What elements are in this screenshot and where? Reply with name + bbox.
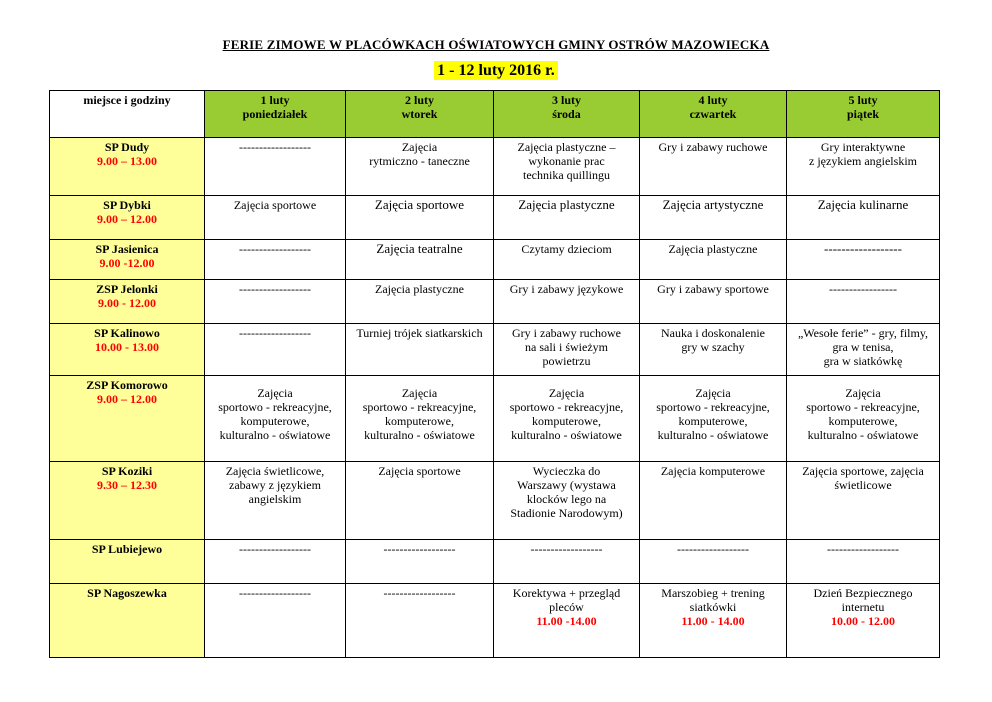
- activity-text: Zajęcia rytmiczno - taneczne: [369, 140, 470, 168]
- place-cell: [50, 540, 205, 584]
- activity-text: Dzień Bezpiecznego internetu: [813, 586, 913, 614]
- activity-text: Zajęcia sportowo - rekreacyjne, komputerowe, kulturalno - oświatowe: [806, 386, 920, 442]
- activity-cell: [205, 540, 346, 584]
- activity-cell: [205, 138, 346, 196]
- activity-cell: [205, 324, 346, 376]
- activity-text: Gry i zabawy ruchowe: [658, 140, 768, 154]
- activity-cell: [640, 540, 787, 584]
- activity-cell: [494, 138, 640, 196]
- activity-cell: [205, 376, 346, 462]
- activity-text: „Wesołe ferie” - gry, filmy, gra w tenisa, gra w siatkówkę: [797, 326, 929, 368]
- day-date: 4 luty: [698, 93, 728, 107]
- place-name: SP Koziki: [101, 464, 153, 478]
- place-hours: 9.00 – 12.00: [97, 212, 157, 226]
- activity-cell: [787, 540, 940, 584]
- activity-cell: [787, 280, 940, 324]
- activity-cell: [787, 324, 940, 376]
- activity-cell: [494, 376, 640, 462]
- activity-text: ------------------: [239, 140, 311, 154]
- day-date: 2 luty: [404, 93, 434, 107]
- activity-text: Wycieczka do Warszawy (wystawa klocków lego na Stadionie Narodowym): [510, 464, 623, 520]
- place-hours: 10.00 - 13.00: [95, 340, 159, 354]
- activity-cell: [205, 280, 346, 324]
- activity-cell: [346, 138, 494, 196]
- place-name: SP Lubiejewo: [91, 542, 163, 556]
- activity-text: ------------------: [239, 242, 311, 256]
- activity-text: Zajęcia świetlicowe, zabawy z językiem angielskim: [225, 464, 325, 506]
- activity-cell: [205, 240, 346, 280]
- activity-time: 11.00 - 14.00: [681, 614, 745, 628]
- activity-cell: [787, 584, 940, 658]
- day-weekday: poniedziałek: [242, 107, 308, 121]
- activity-text: ------------------: [239, 542, 311, 556]
- activity-cell: [494, 280, 640, 324]
- place-name: SP Jasienica: [95, 242, 159, 256]
- activity-cell: [346, 462, 494, 540]
- activity-text: -----------------: [829, 282, 897, 296]
- place-cell: [50, 462, 205, 540]
- activity-text: ------------------: [239, 586, 311, 600]
- activity-text: Zajęcia sportowo - rekreacyjne, komputerowe, kulturalno - oświatowe: [218, 386, 332, 442]
- activity-cell: [787, 196, 940, 240]
- activity-cell: [640, 240, 787, 280]
- activity-cell: [205, 462, 346, 540]
- activity-text: Korektywa + przegląd pleców: [512, 586, 621, 614]
- day-date: 5 luty: [848, 93, 878, 107]
- activity-cell: [640, 138, 787, 196]
- table-row: [50, 280, 940, 324]
- place-hours: 9.00 – 13.00: [97, 154, 157, 168]
- activity-text: Zajęcia sportowe: [378, 464, 461, 478]
- activity-text: Czytamy dzieciom: [521, 242, 612, 256]
- corner-header: miejsce i godziny: [50, 91, 205, 138]
- activity-cell: [346, 196, 494, 240]
- activity-text: Turniej trójek siatkarskich: [356, 326, 483, 340]
- activity-cell: [787, 376, 940, 462]
- activity-time: 10.00 - 12.00: [831, 614, 895, 628]
- place-cell: [50, 584, 205, 658]
- activity-cell: [494, 584, 640, 658]
- table-row: [50, 240, 940, 280]
- activity-cell: [346, 324, 494, 376]
- place-cell: [50, 138, 205, 196]
- place-hours: 9.30 – 12.30: [97, 478, 157, 492]
- document-title: FERIE ZIMOWE W PLACÓWKACH OŚWIATOWYCH GMINY OSTRÓW MAZOWIECKA: [222, 37, 770, 52]
- table-row: [50, 584, 940, 658]
- activity-cell: [494, 240, 640, 280]
- place-name: SP Dudy: [104, 140, 150, 154]
- day-header-3: [494, 91, 640, 138]
- activity-cell: [494, 324, 640, 376]
- place-name: SP Dybki: [103, 198, 151, 212]
- day-header-5: [787, 91, 940, 138]
- activity-text: ------------------: [239, 282, 311, 296]
- place-hours: 9.00 -12.00: [99, 256, 155, 270]
- activity-text: Gry i zabawy ruchowe na sali i świeżym powietrzu: [512, 326, 621, 368]
- place-cell: [50, 376, 205, 462]
- activity-cell: [346, 584, 494, 658]
- schedule-table: [49, 90, 940, 658]
- activity-text: Zajęcia teatralne: [376, 241, 463, 256]
- activity-time: 11.00 -14.00: [536, 614, 597, 628]
- activity-text: Gry i zabawy językowe: [509, 282, 624, 296]
- place-name: SP Nagoszewka: [87, 586, 167, 600]
- table-row: [50, 324, 940, 376]
- activity-cell: [787, 240, 940, 280]
- place-cell: [50, 240, 205, 280]
- activity-text: Zajęcia sportowo - rekreacyjne, komputerowe, kulturalno - oświatowe: [362, 386, 477, 442]
- day-weekday: piątek: [846, 107, 879, 121]
- activity-text: Nauka i doskonalenie gry w szachy: [661, 326, 765, 354]
- activity-text: ------------------: [383, 586, 456, 600]
- activity-text: ------------------: [824, 241, 902, 256]
- activity-text: Zajęcia plastyczne – wykonanie prac technika quillingu: [517, 140, 616, 182]
- activity-text: Zajęcia plastyczne: [668, 242, 758, 256]
- activity-cell: [346, 280, 494, 324]
- place-cell: [50, 280, 205, 324]
- activity-cell: [640, 376, 787, 462]
- place-cell: [50, 196, 205, 240]
- activity-text: Zajęcia artystyczne: [662, 197, 764, 212]
- date-range: 1 - 12 luty 2016 r.: [434, 61, 558, 80]
- activity-text: Zajęcia sportowo - rekreacyjne, komputerowe, kulturalno - oświatowe: [656, 386, 770, 442]
- day-weekday: wtorek: [401, 107, 438, 121]
- table-row: [50, 376, 940, 462]
- day-header-4: [640, 91, 787, 138]
- activity-cell: [640, 196, 787, 240]
- activity-text: Zajęcia sportowe: [233, 198, 317, 212]
- activity-text: Zajęcia plastyczne: [375, 282, 464, 296]
- activity-cell: [787, 462, 940, 540]
- activity-text: Zajęcia sportowe: [374, 197, 465, 212]
- activity-text: Zajęcia sportowo - rekreacyjne, komputerowe, kulturalno - oświatowe: [509, 386, 624, 442]
- activity-cell: [205, 584, 346, 658]
- day-weekday: czwartek: [689, 107, 737, 121]
- activity-text: Gry i zabawy sportowe: [657, 282, 769, 296]
- header-row: [50, 91, 940, 138]
- place-name: SP Kalinowo: [94, 326, 160, 340]
- day-date: 3 luty: [551, 93, 581, 107]
- activity-text: Zajęcia sportowe, zajęcia świetlicowe: [802, 464, 924, 492]
- place-cell: [50, 324, 205, 376]
- day-date: 1 luty: [260, 93, 290, 107]
- place-name: ZSP Jelonki: [96, 282, 158, 296]
- place-hours: 9.00 – 12.00: [97, 392, 157, 406]
- activity-text: Marszobieg + trening siatkówki: [661, 586, 765, 614]
- activity-text: ------------------: [383, 542, 456, 556]
- activity-text: ------------------: [530, 542, 603, 556]
- activity-cell: [494, 196, 640, 240]
- activity-text: ------------------: [239, 326, 311, 340]
- activity-cell: [787, 138, 940, 196]
- activity-cell: [205, 196, 346, 240]
- activity-text: Gry interaktywne z językiem angielskim: [809, 140, 917, 168]
- activity-cell: [346, 376, 494, 462]
- activity-cell: [494, 540, 640, 584]
- activity-cell: [640, 462, 787, 540]
- table-row: [50, 196, 940, 240]
- day-header-2: [346, 91, 494, 138]
- activity-cell: [346, 240, 494, 280]
- activity-cell: [640, 584, 787, 658]
- activity-cell: [640, 280, 787, 324]
- activity-text: ------------------: [677, 542, 749, 556]
- day-weekday: środa: [552, 107, 581, 121]
- activity-cell: [640, 324, 787, 376]
- table-row: [50, 540, 940, 584]
- activity-cell: [494, 462, 640, 540]
- table-row: [50, 138, 940, 196]
- activity-text: Zajęcia kulinarne: [817, 197, 909, 212]
- place-name: ZSP Komorowo: [86, 378, 168, 392]
- place-hours: 9.00 - 12.00: [98, 296, 156, 310]
- activity-text: ------------------: [827, 542, 899, 556]
- day-header-1: [205, 91, 346, 138]
- activity-text: Zajęcia plastyczne: [518, 197, 615, 212]
- activity-text: Zajęcia komputerowe: [660, 464, 766, 478]
- activity-cell: [346, 540, 494, 584]
- table-row: [50, 462, 940, 540]
